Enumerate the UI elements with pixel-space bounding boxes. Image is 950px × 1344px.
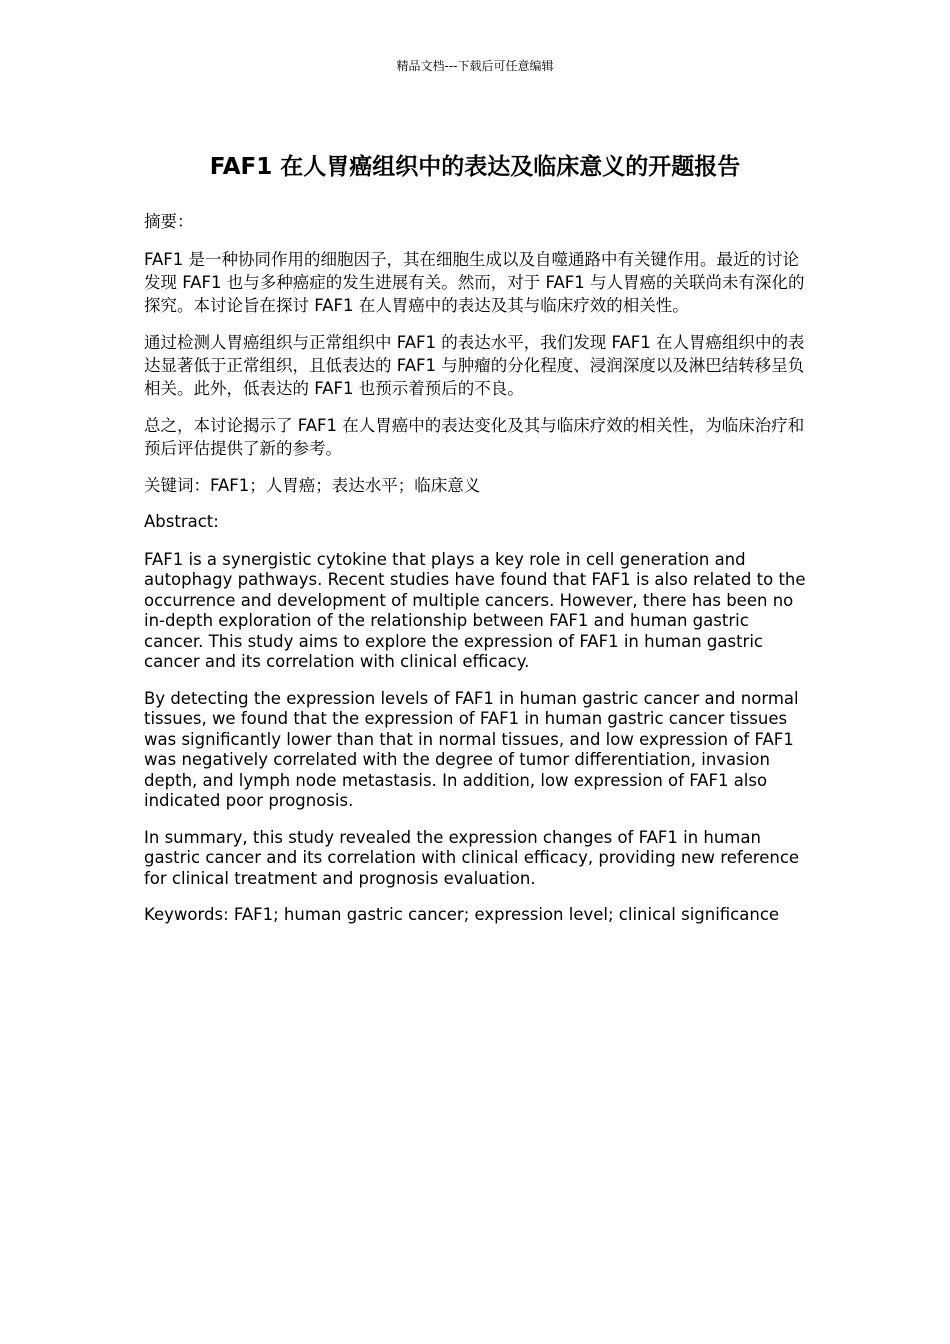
english-paragraph-2: By detecting the expression levels of FAF1 in human gastric cancer and normal tissues, we found that the expression of FAF1 in human gastric cancer tissues was significantly lower than that in normal tissues, and low expression of FAF1 was negatively correlated with the degree of tumor differentiation, invasion depth, and lymph node metastasis. In addition, low expression of FAF1 also indicated poor prognosis. [144,688,799,810]
english-paragraph-3: In summary, this study revealed the expression changes of FAF1 in human gastric cancer and its correlation with clinical efficacy, providing new reference for clinical treatment and prognosis evaluation. [144,827,800,888]
chinese-paragraph-2: 通过检测人胃癌组织与正常组织中 FAF1 的表达水平，我们发现 FAF1 在人胃癌组织中的表达显著低于正常组织，且低表达的 FAF1 与肿瘤的分化程度、浸润深度以及淋巴结转移呈负相关。此外，低表达的 FAF1 也预示着预后的不良。 [144,333,805,398]
document-title: FAF1 在人胃癌组织中的表达及临床意义的开题报告 [209,154,741,181]
page-header-note: 精品文档---下载后可任意编辑 [396,59,554,73]
english-abstract-label: Abstract: [144,512,219,531]
english-keywords: Keywords: FAF1; human gastric cancer; expression level; clinical significance [144,905,780,924]
chinese-paragraph-3: 总之，本讨论揭示了 FAF1 在人胃癌中的表达变化及其与临床疗效的相关性，为临床治疗和预后评估提供了新的参考。 [144,416,805,458]
document-body [144,210,810,942]
chinese-paragraph-1: FAF1 是一种协同作用的细胞因子，其在细胞生成以及自噬通路中有关键作用。最近的讨论发现 FAF1 也与多种癌症的发生进展有关。然而，对于 FAF1 与人胃癌的关联尚未有深化的探究。本讨论旨在探讨 FAF1 在人胃癌中的表达及其与临床疗效的相关性。 [144,250,805,315]
chinese-keywords: 关键词：FAF1；人胃癌；表达水平；临床意义 [144,476,481,495]
english-paragraph-1: FAF1 is a synergistic cytokine that plays a key role in cell generation and autophagy pathways. Recent studies have found that FAF1 is also related to the occurrence and development of multiple cancers. However, there has been no in-depth exploration of the relationship between FAF1 and human gastric cancer. This study aims to explore the expression of FAF1 in human gastric cancer and its correlation with clinical efficacy. [144,549,806,671]
chinese-abstract-label: 摘要： [144,212,194,231]
